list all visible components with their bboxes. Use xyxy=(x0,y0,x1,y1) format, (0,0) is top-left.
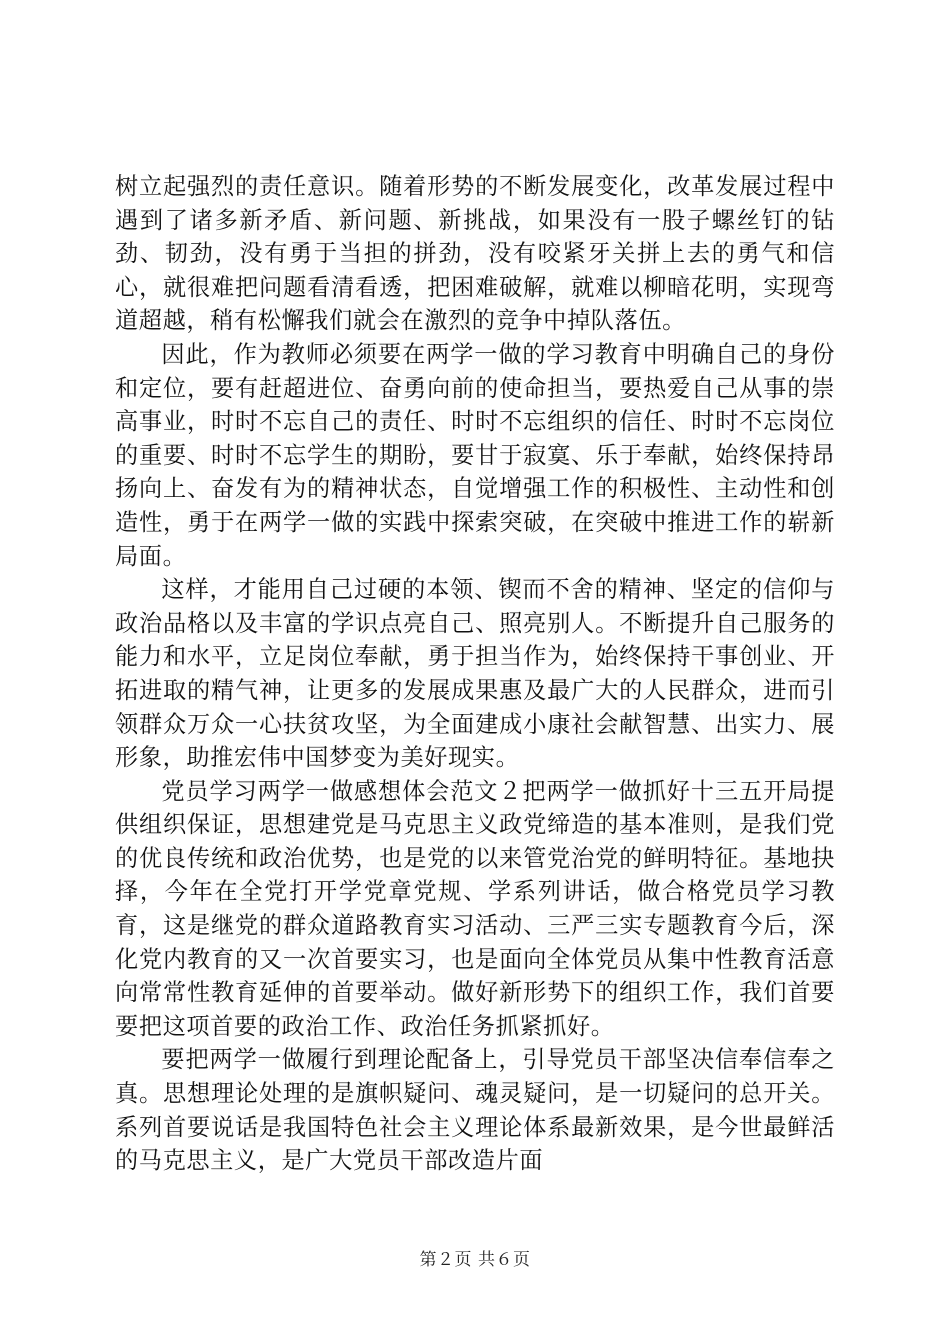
paragraph-2: 因此，作为教师必须要在两学一做的学习教育中明确自己的身份和定位，要有赶超进位、奋勇向前的使命担当，要热爱自己从事的崇高事业，时时不忘自己的责任、时时不忘组织的信任、时时不忘岗位的重要、时时不忘学生的期盼，要甘于寂寞、乐于奉献，始终保持昂扬向上、奋发有为的精神状态，自觉增强工作的积极性、主动性和创造性，勇于在两学一做的实践中探索突破，在突破中推进工作的崭新局面。 xyxy=(115,340,835,570)
paragraph-5: 要把两学一做履行到理论配备上，引导党员干部坚决信奉信奉之真。思想理论处理的是旗帜疑问、魂灵疑问，是一切疑问的总开关。系列首要说话是我国特色社会主义理论体系最新效果，是今世最鲜活的马克思主义，是广大党员干部改造片面 xyxy=(115,1046,835,1175)
paragraph-3: 这样，才能用自己过硬的本领、锲而不舍的精神、坚定的信仰与政治品格以及丰富的学识点亮自己、照亮别人。不断提升自己服务的能力和水平，立足岗位奉献，勇于担当作为，始终保持干事创业、开拓进取的精气神，让更多的发展成果惠及最广大的人民群众，进而引领群众万众一心扶贫攻坚，为全面建成小康社会献智慧、出实力、展形象，助推宏伟中国梦变为美好现实。 xyxy=(115,576,835,772)
paragraph-1: 树立起强烈的责任意识。随着形势的不断发展变化，改革发展过程中遇到了诸多新矛盾、新问题、新挑战，如果没有一股子螺丝钉的钻劲、韧劲，没有勇于当担的拼劲，没有咬紧牙关拼上去的勇气和信心，就很难把问题看清看透，把困难破解，就难以柳暗花明，实现弯道超越，稍有松懈我们就会在激烈的竞争中掉队落伍。 xyxy=(115,173,835,335)
page-number-footer: 第２页 共６页 xyxy=(419,1250,531,1270)
paragraph-4: 党员学习两学一做感想体会范文２把两学一做抓好十三五开局提供组织保证，思想建党是马克思主义政党缔造的基本准则，是我们党的优良传统和政治优势，也是党的以来管党治党的鲜明特征。基地抉择，今年在全党打开学党章党规、学系列讲话，做合格党员学习教育，这是继党的群众道路教育实习活动、三严三实专题教育今后，深化党内教育的又一次首要实习，也是面向全体党员从集中性教育活意向常常性教育延伸的首要举动。做好新形势下的组织工作，我们首要要把这项首要的政治工作、政治任务抓紧抓好。 xyxy=(115,777,835,1040)
document-body xyxy=(115,170,835,1178)
